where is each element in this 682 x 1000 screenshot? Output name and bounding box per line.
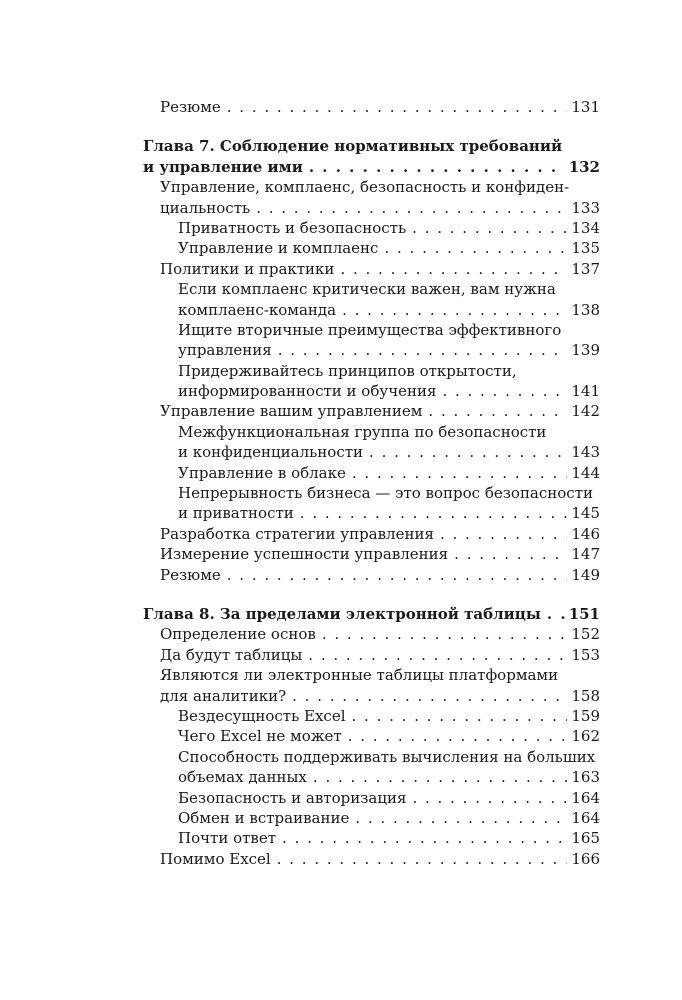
- toc-entry-title: Чего Excel не может: [178, 727, 342, 746]
- toc-entry[interactable]: [143, 279, 600, 320]
- toc-entry-title: и управление ими: [143, 157, 303, 176]
- toc-entry[interactable]: [143, 524, 600, 544]
- toc-entry[interactable]: [143, 361, 600, 402]
- toc-entry-title-line: Если комплаенс критически важен, вам нужна: [178, 280, 556, 299]
- toc-entry-title: Управление в облаке: [178, 463, 346, 482]
- toc-entry-line[interactable]: [143, 686, 600, 706]
- dot-leader: [384, 238, 567, 258]
- toc-entry-title: циальность: [160, 198, 251, 217]
- toc-page-number: 139: [571, 341, 600, 360]
- toc-page-number: 134: [571, 218, 600, 237]
- toc-entry-title: Управление вашим управлением: [160, 402, 423, 421]
- toc-entry-title: Политики и практики: [160, 259, 335, 278]
- dot-leader: [340, 259, 567, 279]
- toc-entry[interactable]: [143, 849, 600, 869]
- dot-leader: [348, 726, 568, 746]
- toc-entry-line[interactable]: [143, 300, 600, 320]
- toc-entry-title: объемах данных: [178, 768, 307, 787]
- toc-entry[interactable]: [143, 401, 600, 421]
- dot-leader: [428, 401, 567, 421]
- toc-entry-title: Помимо Excel: [160, 849, 271, 868]
- toc-entry[interactable]: [143, 726, 600, 746]
- toc-entry-line[interactable]: [143, 157, 600, 177]
- toc-entry-line[interactable]: [143, 767, 600, 787]
- toc-page-number: 164: [571, 808, 600, 827]
- toc-page-number: 153: [571, 645, 600, 664]
- dot-leader: [352, 463, 567, 483]
- table-of-contents: [143, 97, 600, 869]
- toc-page-number: 149: [571, 565, 600, 584]
- toc-entry-title: информированности и обучения: [178, 382, 437, 401]
- toc-entry-title-line: Непрерывность бизнеса — это вопрос безопасности: [178, 484, 594, 503]
- toc-page-number: 158: [571, 686, 600, 705]
- toc-entry-title: Резюме: [160, 98, 221, 116]
- toc-page-number: 132: [568, 157, 600, 176]
- toc-entry-title: Определение основ: [160, 625, 316, 644]
- toc-page-number: 164: [571, 788, 600, 807]
- toc-entry[interactable]: [143, 706, 600, 726]
- toc-entry-title: для аналитики?: [160, 686, 287, 705]
- dot-leader: [442, 381, 567, 401]
- toc-entry[interactable]: [143, 565, 600, 585]
- toc-entry[interactable]: [143, 259, 600, 279]
- toc-page-number: 137: [571, 259, 600, 278]
- toc-page-number: 146: [571, 524, 600, 543]
- dot-leader: [454, 544, 567, 564]
- toc-entry-title-line: Ищите вторичные преимущества эффективного: [178, 320, 562, 339]
- toc-page-number: 141: [571, 382, 600, 401]
- toc-entry[interactable]: [143, 463, 600, 483]
- dot-leader: [547, 604, 565, 624]
- dot-leader: [355, 808, 567, 828]
- toc-entry[interactable]: [143, 624, 600, 644]
- toc-entry-title: управления: [178, 341, 272, 360]
- toc-entry[interactable]: [143, 828, 600, 848]
- section-gap: [143, 585, 600, 604]
- dot-leader: [256, 198, 567, 218]
- dot-leader: [369, 442, 567, 462]
- toc-entry[interactable]: [143, 808, 600, 828]
- toc-entry-title-line: Межфункциональная группа по безопасности: [178, 422, 547, 441]
- toc-page-number: 162: [571, 727, 600, 746]
- toc-entry[interactable]: [143, 665, 600, 706]
- toc-entry-title-line: Глава 7. Соблюдение нормативных требований: [143, 137, 563, 156]
- dot-leader: [308, 645, 567, 665]
- dot-leader: [309, 157, 565, 177]
- toc-entry-line[interactable]: [143, 381, 600, 401]
- toc-entry-title-line: Являются ли электронные таблицы платформами: [160, 666, 559, 685]
- dot-leader: [278, 340, 568, 360]
- toc-chapter-heading[interactable]: [143, 136, 600, 177]
- toc-page-number: 133: [571, 198, 600, 217]
- toc-entry-line[interactable]: [143, 198, 600, 218]
- dot-leader: [412, 788, 567, 808]
- toc-entry-line[interactable]: [143, 442, 600, 462]
- toc-page-number: 145: [571, 504, 600, 523]
- toc-page-number: 147: [571, 545, 600, 564]
- toc-entry-title: и приватности: [178, 504, 294, 523]
- toc-page-number: 138: [571, 300, 600, 319]
- toc-entry-title: Почти ответ: [178, 829, 277, 848]
- toc-page-number: 143: [571, 443, 600, 462]
- dot-leader: [277, 849, 568, 869]
- dot-leader: [300, 503, 568, 523]
- toc-entry[interactable]: [143, 177, 600, 218]
- toc-chapter-heading[interactable]: [143, 604, 600, 624]
- dot-leader: [342, 300, 567, 320]
- toc-entry-title: Разработка стратегии управления: [160, 524, 434, 543]
- dot-leader: [227, 97, 568, 117]
- toc-entry[interactable]: [143, 544, 600, 564]
- dot-leader: [282, 828, 567, 848]
- toc-entry-title: Управление и комплаенс: [178, 239, 379, 258]
- dot-leader: [352, 706, 568, 726]
- toc-entry[interactable]: [143, 422, 600, 463]
- toc-entry-title-line: Управление, комплаенс, безопасность и конфиден-: [160, 178, 570, 197]
- toc-page-number: 142: [571, 402, 600, 421]
- dot-leader: [322, 624, 568, 644]
- toc-entry-title: Обмен и встраивание: [178, 808, 350, 827]
- dot-leader: [227, 565, 568, 585]
- dot-leader: [313, 767, 567, 787]
- toc-entry-title-line: Способность поддерживать вычисления на больших: [178, 747, 596, 766]
- toc-entry-title: Безопасность и авторизация: [178, 788, 407, 807]
- toc-entry-title: Да будут таблицы: [160, 645, 303, 664]
- toc-entry-title: Глава 8. За пределами электронной таблицы: [143, 604, 541, 623]
- toc-entry-title: Измерение успешности управления: [160, 545, 449, 564]
- toc-page-number: 152: [571, 625, 600, 644]
- toc-entry-title: комплаенс-команда: [178, 300, 337, 319]
- toc-entry[interactable]: [143, 483, 600, 524]
- toc-page-number: 165: [571, 829, 600, 848]
- toc-entry[interactable]: [143, 320, 600, 361]
- dot-leader: [440, 524, 567, 544]
- toc-entry[interactable]: [143, 788, 600, 808]
- toc-page-number: 163: [571, 768, 600, 787]
- toc-entry-title: Вездесущность Excel: [178, 706, 346, 725]
- toc-entry-line[interactable]: [143, 340, 600, 360]
- toc-page-number: 131: [571, 98, 600, 116]
- toc-page-number: 166: [571, 849, 600, 868]
- dot-leader: [292, 686, 567, 706]
- toc-page-number: 144: [571, 463, 600, 482]
- toc-entry[interactable]: [143, 645, 600, 665]
- toc-entry-line[interactable]: [143, 503, 600, 523]
- toc-entry[interactable]: [143, 238, 600, 258]
- toc-page-number: 135: [571, 239, 600, 258]
- toc-entry[interactable]: [143, 97, 600, 117]
- toc-page-number: 159: [571, 706, 600, 725]
- toc-entry[interactable]: [143, 218, 600, 238]
- toc-entry-title-line: Придерживайтесь принципов открытости,: [178, 361, 517, 380]
- toc-page-number: 151: [568, 604, 600, 623]
- toc-entry-title: Резюме: [160, 565, 221, 584]
- section-gap: [143, 117, 600, 136]
- toc-entry-title: Приватность и безопасность: [178, 218, 407, 237]
- toc-entry[interactable]: [143, 747, 600, 788]
- toc-entry-title: и конфиденциальности: [178, 443, 364, 462]
- dot-leader: [412, 218, 567, 238]
